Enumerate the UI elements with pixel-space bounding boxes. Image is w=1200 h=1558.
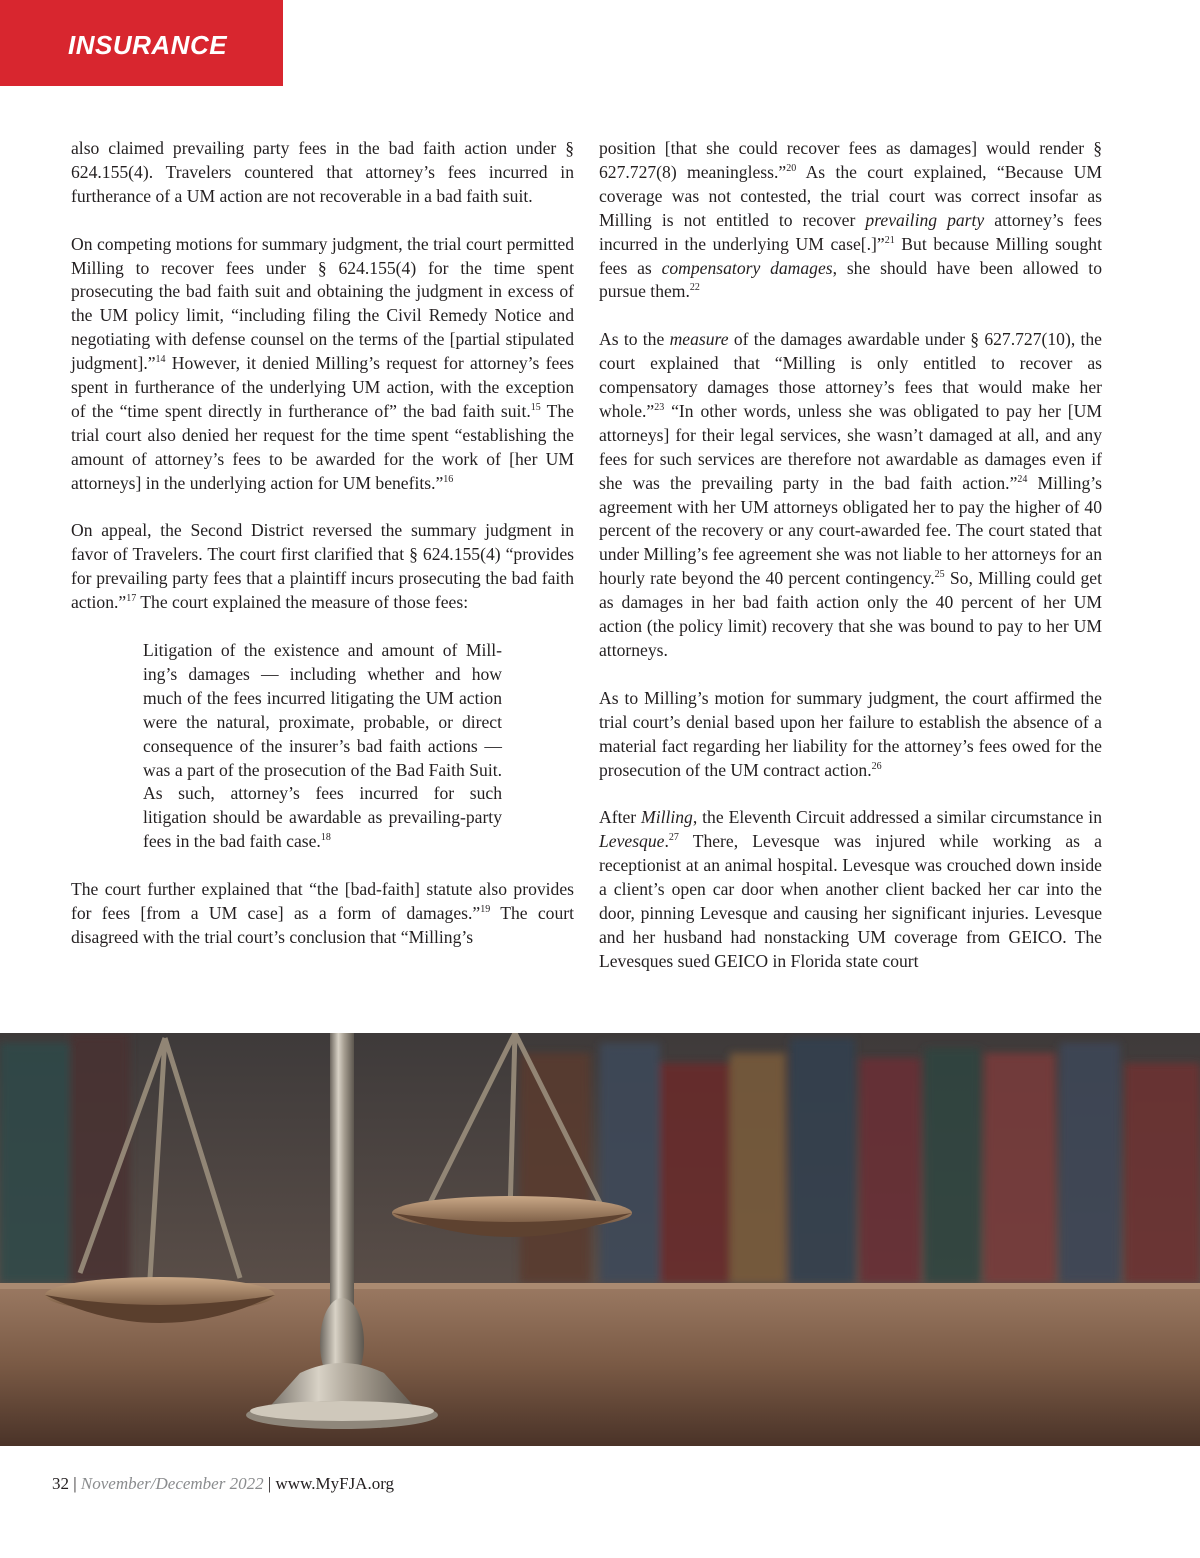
section-tab — [0, 0, 283, 86]
footnote-ref: 25 — [934, 569, 945, 581]
paragraph: position [that she could recover fees as damages] would render § 627.727(8) meaningless.”$^{20}$ As the court explained, “Because UM coverage was not contested, the trial court was correct insofar as Milling is not entitled to recover prevailing party attorney’s fees incurred in the underlying UM case[.]”$^{21}$ But because Milling sought fees as compensatory damages, she should have been allowed to pursue them.$^{22}$ — [599, 138, 1103, 302]
article-column-right — [599, 137, 1102, 998]
issue-date: November/December 2022 — [80, 1474, 264, 1493]
footnote-ref: 17 — [126, 593, 137, 605]
footnote-ref: 19 — [480, 903, 491, 915]
page-footer: 32 | November/December 2022 | www.MyFJA.org — [52, 1474, 395, 1493]
paragraph: As to Milling’s motion for summary judgment, the court affirmed the trial court’s denial based upon her failure to establish the absence of a material fact regarding her liability for the attorney’s fees owed for the prosecution of the UM contract action.$^{26}$ — [599, 687, 1102, 780]
footnote-ref: 14 — [155, 354, 166, 366]
paragraph: On appeal, the Second District reversed the summary judgment in favor of Travelers. The court first clarified that § 624.155(4) “provides for prevailing party fees that a plaintiff incurs prosecuting the bad faith action.”$^{17}$ The court explained the measure of those fees: — [71, 520, 574, 613]
scales-of-justice-photo — [0, 1033, 1200, 1446]
paragraph: The court further explained that “the [bad-faith] statute also provides for fees [from a UM case] as a form of damages.”$^{19}$ The court disagreed with the trial court’s conclusion that “Milling’s — [71, 879, 574, 947]
footnote-ref: 26 — [871, 760, 882, 772]
footnote-ref: 22 — [689, 282, 700, 294]
footnote-ref: 23 — [654, 401, 665, 413]
footnote-ref: 24 — [1017, 473, 1028, 485]
article-column-left — [71, 137, 574, 974]
website-link[interactable]: www.MyFJA.org — [275, 1474, 395, 1493]
footnote-ref: 27 — [668, 832, 679, 844]
paragraph: On competing motions for summary judgment, the trial court permitted Milling to recover fees under § 624.155(4) for the time spent prosecuting the bad faith suit and obtaining the judgment in excess of the UM policy limit, “including filing the Civil Remedy Notice and negotiating with defense counsel on the terms of the [partial stipulated judgment].”$^{14}$ However, it denied Milling’s request for attorney’s fees spent in furtherance of the underlying UM action, with the exception of the “time spent directly in furtherance of” the bad faith suit.$^{15}$ The trial court also denied her request for the time spent “establishing the amount of attorney’s fees to be awarded for the work of [her UM attorneys] in the underlying action for UM benefits.”$^{16}$ — [71, 233, 574, 493]
footnote-ref: 16 — [443, 473, 454, 485]
paragraph: After Milling, the Eleventh Circuit addressed a similar circumstance in Levesque.$^{27}$ There, Levesque was injured while working as a receptionist at an animal hospital. Levesque was crouched down inside a client’s open car door when another client backed her car into the door, pinning Levesque and causing her significant injuries. Levesque and her husband had nonstacking UM coverage from GEICO. The Levesques sued GEICO in Florida state court — [599, 807, 1102, 971]
block-quote: Litigation of the existence and amount of Milling’s damages — including whether and how much of the fees incurred litigating the UM action were the natural, proximate, probable, or direct consequence of the insurer’s bad faith actions — was a part of the prosecution of the Bad Faith Suit. As such, attorney’s fees incurred for such litigation should be awardable as prevailing-party fees in the bad faith case.$^{18}$ — [143, 639, 502, 852]
footnote-ref: 18 — [320, 832, 331, 844]
footnote-ref: 21 — [884, 234, 895, 246]
section-label: INSURANCE — [68, 30, 228, 60]
paragraph: As to the measure of the damages awardable under § 627.727(10), the court explained that “Milling is only entitled to recover as compensatory damages those attorney’s fees that would make her whole.”$^{23}$ “In other words, unless she was obligated to pay her [UM attorneys] for their legal services, she wasn’t damaged at all, and any fees for such services are therefore not awardable as damages even if she was the prevailing party in the bad faith action.”$^{24}$ Milling’s agreement with her UM attorneys obligated her to pay the higher of 40 percent of the recovery or any court-awarded fee. The court stated that under Milling’s fee agreement she was not liable to her attorneys for an hourly rate beyond the 40 percent contingency.$^{25}$ So, Milling could get as damages in her bad faith action only the 40 percent of her UM action (the policy limit) recovery that she was bound to pay to her UM attorneys. — [599, 329, 1102, 661]
paragraph: also claimed prevailing party fees in the bad faith action under § 624.155(4). Travelers countered that attorney’s fees incurred in furtherance of a UM action are not recoverable in a bad faith suit. — [71, 138, 574, 206]
footnote-ref: 20 — [786, 162, 797, 174]
footnote-ref: 15 — [530, 401, 541, 413]
page-number: 32 — [52, 1474, 69, 1493]
